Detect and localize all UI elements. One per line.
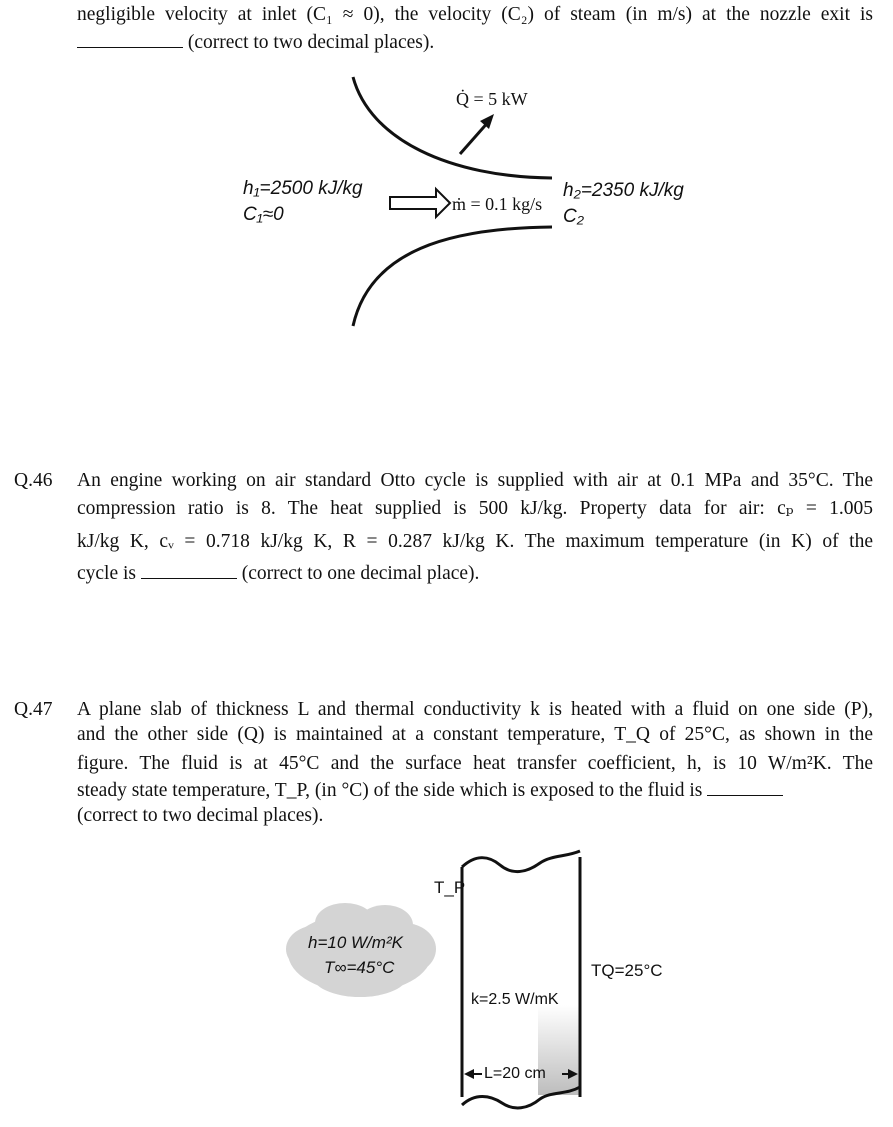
inlet-velocity-label: C₁≈0	[243, 204, 284, 225]
surface-temp-label: T_P	[434, 878, 466, 897]
q45-text-line-2-rest: (correct to two decimal places).	[187, 32, 435, 53]
q46-line-4	[77, 560, 873, 587]
answer-blank	[141, 560, 237, 579]
q47-line-5: (correct to two decimal places).	[77, 805, 324, 826]
nozzle-lower-wall	[353, 227, 552, 326]
q46-line-4-start: cycle is	[77, 563, 137, 584]
fluid-temperature-label: T∞=45°C	[324, 958, 395, 977]
exit-enthalpy-label: h₂=2350 kJ/kg	[563, 180, 684, 201]
q46-number: Q.46	[14, 470, 53, 491]
q46-line-2: compression ratio is 8. The heat supplied is 500 kJ/kg. Property data for air: cₚ = 1.005	[77, 498, 873, 519]
heat-transfer-coefficient-label: h=10 W/m²K	[308, 933, 403, 952]
heat-rate-label: Q̇ = 5 kW	[456, 89, 528, 109]
q45-text-line-2	[77, 29, 873, 56]
q47-line-4	[77, 777, 873, 804]
answer-blank	[77, 29, 183, 48]
q47-number: Q.47	[14, 699, 53, 720]
q46-line-3: kJ/kg K, cᵥ = 0.718 kJ/kg K, R = 0.287 kJ/kg K. The maximum temperature (in K) of the	[77, 531, 873, 552]
q46-line-1: An engine working on air standard Otto cycle is supplied with air at 0.1 MPa and 35°C. The	[77, 470, 873, 491]
conductivity-label: k=2.5 W/mK	[471, 991, 559, 1008]
q46-line-4-end: (correct to one decimal place).	[241, 563, 480, 584]
slab-top-edge	[462, 851, 580, 872]
exit-velocity-label: C₂	[563, 206, 584, 227]
thickness-arrow-left	[464, 1069, 474, 1079]
q47-line-2: and the other side (Q) is maintained at a constant temperature, T_Q of 25°C, as shown in the	[77, 724, 873, 745]
nozzle-diagram	[0, 70, 893, 410]
q47-line-4-text: steady state temperature, T_P, (in °C) of the side which is exposed to the fluid is	[77, 780, 703, 801]
cold-side-temperature-label: TQ=25°C	[591, 961, 663, 980]
q47-line-3: figure. The fluid is at 45°C and the surface heat transfer coefficient, h, is 10 W/m²K. The	[77, 753, 873, 774]
mass-flow-label: ṁ = 0.1 kg/s	[452, 194, 543, 214]
q45-text-line-1: negligible velocity at inlet (C₁ ≈ 0), the velocity (C₂) of steam (in m/s) at the nozzle exit is	[77, 4, 873, 25]
flow-arrow-icon	[390, 189, 450, 217]
answer-blank	[707, 777, 783, 796]
inlet-enthalpy-label: h₁=2500 kJ/kg	[243, 178, 363, 199]
q47-line-1: A plane slab of thickness L and thermal conductivity k is heated with a fluid on one side (P),	[77, 699, 873, 720]
thickness-label: L=20 cm	[484, 1065, 546, 1082]
